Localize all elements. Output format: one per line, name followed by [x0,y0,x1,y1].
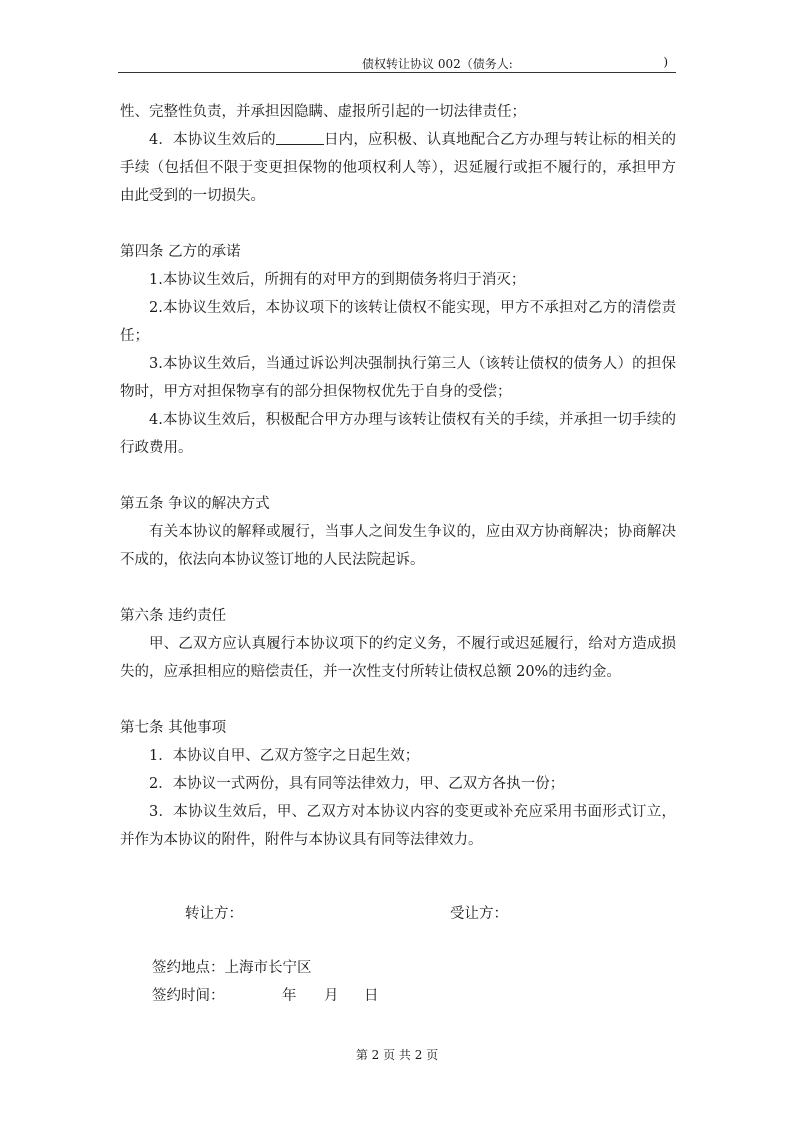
document-body [120,98,676,854]
article6-title: 第六条 违约责任 [120,608,227,624]
article4-item-2: 2.本协议生效后，本协议项下的该转让债权不能实现，甲方不承担对乙方的清偿责任； [120,300,676,344]
article5-title: 第五条 争议的解决方式 [120,496,270,512]
year-label: 年 [282,988,297,1004]
signing-place: 签约地点：上海市长宁区 [152,960,312,976]
header-close-paren: ) [663,55,668,69]
transferee-label: 受让方： [450,906,508,922]
article4-item-1: 1.本协议生效后，所拥有的对甲方的到期债务将归于消灭； [149,272,526,288]
header-title: 债权转让协议 002（债务人: [362,57,513,71]
page-header [118,52,676,73]
transferor-label: 转让方： [185,906,243,922]
article7-item-3: 3．本协议生效后，甲、乙双方对本协议内容的变更或补充应采用书面形式订立，并作为本协议的附件，附件与本协议具有同等法律效力。 [120,804,676,848]
article4-item-4: 4.本协议生效后，积极配合甲方办理与该转让债权有关的手续，并承担一切手续的行政费用。 [120,412,676,456]
article7-item-2: 2．本协议一式两份，具有同等法律效力，甲、乙双方各执一份； [149,776,565,792]
article7-title: 第七条 其他事项 [120,720,227,736]
signing-time [152,984,552,1008]
article5-text: 有关本协议的解释或履行，当事人之间发生争议的，应由双方协商解决；协商解决不成的，依法向本协议签订地的人民法院起诉。 [120,524,676,568]
page-number: 第 2 页 共 2 页 [355,1048,439,1062]
days-blank [276,130,324,145]
item4-prefix: 4．本协议生效后的 [149,132,276,148]
article4-item-3: 3.本协议生效后，当通过诉讼判决强制执行第三人（该转让债权的债务人）的担保物时，甲方对担保物享有的部分担保物权优先于自身的受偿； [120,356,676,400]
article7-item-1: 1．本协议自甲、乙双方签字之日起生效； [149,748,420,764]
item4-suffix: 日内，应积极、认真地配合乙方办理与转让标的相关的手续（包括但不限于变更担保物的他项权利人等），迟延履行或拒不履行的，承担甲方由此受到的一切损失。 [120,132,677,204]
month-label: 月 [324,988,339,1004]
continued-text: 性、完整性负责，并承担因隐瞒、虚报所引起的一切法律责任； [120,104,526,120]
article6-text: 甲、乙双方应认真履行本协议项下的约定义务，不履行或迟延履行，给对方造成损失的，应承担相应的赔偿责任，并一次性支付所转让债权总额 20%的违约金。 [120,636,676,680]
signing-time-label: 签约时间： [152,988,225,1004]
article3-item-4 [120,126,676,210]
article4-title: 第四条 乙方的承诺 [120,244,241,260]
day-label: 日 [364,988,379,1004]
